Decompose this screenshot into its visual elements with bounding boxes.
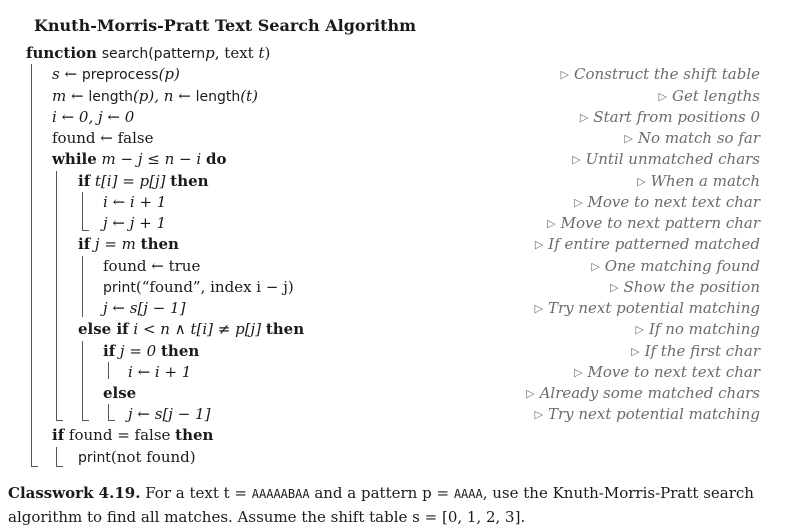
keyword: else if — [78, 320, 129, 338]
comment-text: Try next potential matching — [547, 299, 760, 317]
algorithm-title: Knuth-Morris-Pratt Text Search Algorithm — [34, 16, 417, 35]
indent-guide — [31, 64, 32, 466]
keyword: then — [265, 320, 305, 338]
code-line-16: else — [103, 384, 137, 402]
code-comment: ▷ If entire patterned matched — [534, 235, 760, 253]
code-line-10: found ← true — [103, 257, 201, 275]
code-func: length — [195, 89, 241, 105]
code-comment: ▷ Already some matched chars — [526, 384, 760, 402]
code-expr: found = false — [64, 426, 176, 444]
text-value: AAAAABAA — [251, 487, 310, 501]
code-line-3: i ← 0, j ← 0 — [52, 108, 135, 126]
keyword: do — [205, 150, 227, 168]
code-comment: ▷ If no matching — [635, 320, 760, 338]
code-comment: ▷ Get lengths — [658, 87, 760, 105]
indent-guide — [56, 447, 57, 466]
code-comment: ▷ Until unmatched chars — [572, 150, 760, 168]
comment-text: Move to next text char — [587, 363, 760, 381]
code-func: preprocess — [81, 67, 159, 83]
comment-text: Already some matched chars — [539, 384, 760, 402]
indent-guide — [56, 171, 57, 420]
code-comment: ▷ Construct the shift table — [560, 65, 760, 83]
code-text: (p), n ← — [132, 87, 196, 105]
classwork-paragraph — [8, 482, 778, 529]
comment-text: One matching found — [604, 257, 760, 275]
keyword: then — [170, 172, 209, 190]
indent-guide-end — [108, 420, 115, 421]
indent-guide-end — [82, 230, 89, 231]
code-line-2 — [52, 86, 258, 107]
code-line-7: i ← i + 1 — [103, 193, 167, 211]
code-line-1 — [52, 64, 180, 85]
keyword: while — [52, 150, 97, 168]
classwork-text: For a text t = — [140, 484, 252, 502]
code-line-18 — [52, 425, 213, 446]
indent-guide-end — [56, 466, 63, 467]
code-comment: ▷ If the first char — [631, 342, 760, 360]
comment-text: Get lengths — [672, 87, 760, 105]
code-comment: ▷ Try next potential matching — [534, 405, 760, 423]
keyword: then — [175, 426, 214, 444]
classwork-text: and a pattern p = — [309, 484, 454, 502]
keyword: then — [140, 235, 179, 253]
code-expr: j = m — [90, 235, 141, 253]
indent-guide-end — [82, 420, 89, 421]
comment-text: Move to next text char — [587, 193, 760, 211]
comment-text: If no matching — [648, 320, 760, 338]
code-text: (p) — [158, 65, 180, 83]
code-line-9 — [78, 234, 179, 255]
classwork-label: Classwork 4.19. — [8, 484, 141, 502]
comment-text: Start from positions 0 — [593, 108, 760, 126]
code-func: length — [88, 89, 133, 105]
code-comment: ▷ Try next potential matching — [534, 299, 760, 317]
comment-text: No match so far — [637, 129, 760, 147]
code-comment: ▷ Start from positions 0 — [579, 108, 760, 126]
code-comment: ▷ Move to next text char — [574, 193, 760, 211]
param-t: t — [258, 44, 265, 62]
comment-text: Construct the shift table — [573, 65, 760, 83]
code-line-8: j ← j + 1 — [103, 214, 167, 232]
comment-text: If the first char — [644, 342, 760, 360]
code-comment: ▷ No match so far — [624, 129, 760, 147]
code-comment: ▷ Move to next pattern char — [547, 214, 760, 232]
comment-text: Try next potential matching — [547, 405, 760, 423]
indent-guide — [82, 341, 83, 420]
indent-guide — [82, 256, 83, 317]
code-comment: ▷ When a match — [637, 172, 760, 190]
keyword: if — [103, 342, 116, 360]
param-sep: , text — [214, 44, 254, 62]
pattern-value: AAAA — [453, 487, 483, 501]
code-line-5 — [52, 149, 226, 170]
indent-guide — [108, 362, 109, 379]
code-expr: i < n ∧ t[i] ≠ p[j] — [128, 320, 266, 338]
code-line-13 — [78, 319, 304, 340]
code-line-17: j ← s[j − 1] — [128, 405, 211, 423]
keyword: if — [78, 235, 91, 253]
keyword: then — [161, 342, 200, 360]
function-keyword: function — [26, 44, 97, 62]
indent-guide-end — [56, 420, 63, 421]
param-p: p — [205, 44, 215, 62]
comment-text: When a match — [650, 172, 760, 190]
code-line-19 — [78, 447, 196, 468]
code-text: (t) — [240, 87, 258, 105]
param-close: ) — [264, 44, 271, 62]
code-comment: ▷ Move to next text char — [574, 363, 760, 381]
code-func: print — [103, 280, 136, 296]
classwork-text: , use the Knuth-Morris-Pratt search algorithm to find all matches. Assume the shift table s = [0, 1, 2, 3]. — [8, 484, 754, 526]
code-line-14 — [103, 341, 199, 362]
comment-text: If entire patterned matched — [548, 235, 760, 253]
indent-guide-end — [31, 466, 38, 467]
indent-guide — [108, 404, 109, 420]
code-text: (“found”, index i − j) — [135, 278, 294, 296]
code-line-4: found ← false — [52, 129, 154, 147]
code-line-15: i ← i + 1 — [128, 363, 192, 381]
code-line-6 — [78, 171, 209, 192]
code-line-12: j ← s[j − 1] — [103, 299, 186, 317]
code-line-11 — [103, 277, 294, 298]
code-comment: ▷ Show the position — [609, 278, 760, 296]
code-comment: ▷ One matching found — [591, 257, 760, 275]
code-text: s ← — [52, 65, 82, 83]
comment-text: Until unmatched chars — [585, 150, 760, 168]
comment-text: Show the position — [623, 278, 760, 296]
function-name: search(pattern — [101, 46, 206, 62]
code-text: (not found) — [110, 448, 196, 466]
keyword: if — [52, 426, 65, 444]
indent-guide — [82, 192, 83, 230]
code-func: print — [78, 450, 111, 466]
code-expr: j = 0 — [115, 342, 161, 360]
comment-text: Move to next pattern char — [560, 214, 760, 232]
function-signature — [26, 43, 270, 64]
code-expr: t[i] = p[j] — [90, 172, 171, 190]
code-text: m ← — [52, 87, 89, 105]
code-expr: m − j ≤ n − i — [96, 150, 206, 168]
keyword: if — [78, 172, 91, 190]
